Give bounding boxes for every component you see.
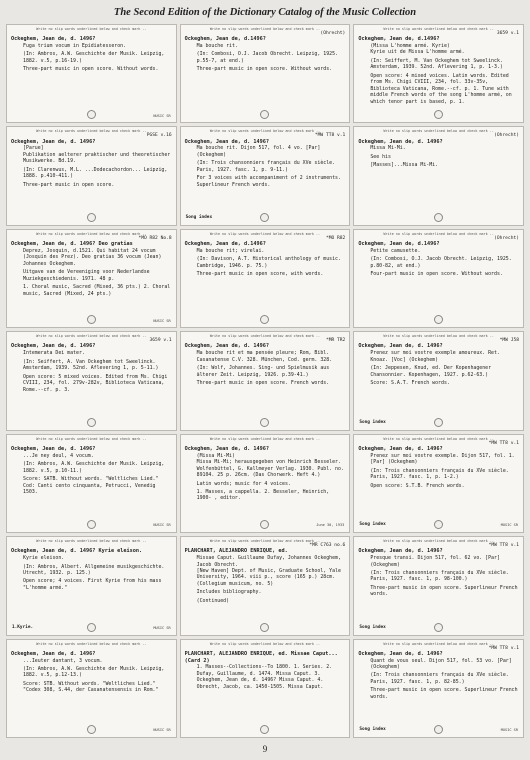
card-reference: Uitgave van de Vereeniging voor Nederlandse Muziekgeschiedenis. 1971. 48 p. <box>23 269 150 282</box>
catalog-card <box>6 126 177 225</box>
card-notes: Three-part music in open score. French words. <box>196 380 330 387</box>
card-stamp: Write no slip words underlined below and check mark -- <box>209 231 321 236</box>
catalog-card <box>180 536 351 635</box>
card-code: NUSIC SR <box>153 523 171 528</box>
card-notes: Score: SATB. Without words. "Weltliches Lied." Cod: Canti cento cinquanta, Petrucci, Venedig 1503. <box>23 476 159 495</box>
card-title: ...Ieuter dantant, 3 vocum. <box>23 657 103 664</box>
card-notes: 1. Masses, a cappella. 2. Besseler, Heinrich, 1900- , editor. <box>196 488 330 502</box>
catalog-card <box>6 639 177 738</box>
card-reference: Includes bibliography. <box>196 589 262 596</box>
punch-hole <box>434 315 443 324</box>
card-title: 1. Masses--Collections--To 1800. 1. Series. 2. Dufay, Guillaume, d. 1474. Missa Caput. 3. Ockeghem, Jean de, d. 1496? Missa Caput. 4. Obrecht, Jacob, ca. 1450-1505. Missa Caput. <box>196 664 333 690</box>
card-notes: Three-part music in open score. Superlineur French words. <box>370 687 518 700</box>
card-reference: (In: Ambros, A.W. Geschichte der Musik. Leipzig, 1882. v.5, p.12-13.) <box>23 665 165 679</box>
card-notes: Three-part music in open score. Without words. <box>23 66 159 73</box>
card-stamp: Write no slip words underlined below and check mark -- <box>209 27 321 31</box>
card-code: MUSIC SR <box>500 523 518 528</box>
card-title: Quant de vous seul. Dijon 517, fol. 53 vo. [Par] (Ockeghem) <box>370 657 512 670</box>
card-stamp: Write no slip words underlined below and check mark -- <box>209 334 321 339</box>
card-call-number: 3659 v.1 <box>496 31 519 36</box>
card-code: MUSIC SR <box>500 728 518 733</box>
catalog-card <box>6 434 177 533</box>
card-title: Ma bouche rit. Dijon 517, fol. 4 vo. [Par] (Ockeghem) <box>196 145 321 158</box>
card-notes: Open score: S.T.B. French words. <box>370 482 465 489</box>
card-notes: Three-part music in open score. Superlineur French words. <box>370 584 518 598</box>
card-heading: Ockeghem, Jean de, d.1496? <box>358 36 440 43</box>
card-code: June 30, 1933 <box>316 523 345 528</box>
catalog-card <box>6 536 177 635</box>
card-heading: Ockeghem, Jean de, d. 1496? <box>358 548 443 555</box>
card-heading: Ockeghem, Jean de, d. 1496? <box>11 343 96 350</box>
catalog-card <box>180 126 351 225</box>
punch-hole <box>260 623 269 632</box>
card-song-index: Song index <box>359 727 386 733</box>
card-heading: Ockeghem, Jean de, d.1496? <box>358 240 440 247</box>
card-notes: For 3 voices with accompaniment of 2 instruments. Superlineur French words. <box>196 175 341 188</box>
card-notes: Open score: 5 mixed voices. Edited from Ms. Chigi CVIII, 234, fol. 279v-282v, Biblioteca Vaticana, Rome.--cf. p. 3. <box>23 373 168 393</box>
card-title: Prenez sur moi vostre exemple amoureux. Ret. Knoaz. [Voc] (Ockeghem) <box>370 350 500 363</box>
card-reference: (In: Trois chansonniers français du XVe siècle. Paris, 1927. fasc. 1, p. 82-85.) <box>370 672 509 685</box>
card-reference: (In: Davison, A.T. Historical anthology of music. Cambridge, 1946. p. 75.) <box>196 256 341 269</box>
punch-hole <box>87 110 96 119</box>
punch-hole <box>434 418 443 427</box>
card-title: Deprez, Josquin, d.1521. Qui habitat 24 vocum (Josquin des Prez). Deo gratias 36 vocum (Jean) Johannes Ockeghem. <box>23 247 162 267</box>
punch-hole <box>434 725 443 734</box>
card-heading: Ockeghem, Jean de, d. 1496? <box>358 138 443 145</box>
card-heading: Ockeghem, Jean de, d. 1496? Deo gratias <box>11 240 133 247</box>
card-call-number: *MW TT8 v.1 <box>488 543 519 549</box>
catalog-card-grid <box>6 24 524 738</box>
catalog-card <box>180 229 351 328</box>
card-reference: (In: Seiffert, M. Van Ockeghem tot Sweelinck. Amsterdam, 1939. 52nd. Aflevering 1, p. 1-3.) <box>370 57 503 71</box>
catalog-card <box>180 434 351 533</box>
card-notes: Four-part music in open score. Without words. <box>370 271 503 278</box>
card-uniform-title: [Parue] <box>23 145 44 152</box>
catalog-card <box>353 639 524 738</box>
card-stamp: Write no slip words underlined below and check mark -- <box>383 129 494 134</box>
card-heading: Ockeghem, Jean de, d. 1496? <box>358 650 443 657</box>
catalog-card <box>353 229 524 328</box>
card-call-number: (Ohrecht) <box>494 133 519 139</box>
catalog-card <box>353 331 524 430</box>
card-call-number: *MW J58 <box>499 338 519 344</box>
card-heading: Ockeghem, Jean de, d.1496? <box>184 36 266 43</box>
page-title: The Second Edition of the Dictionary Catalog of the Music Collection <box>113 7 417 18</box>
punch-hole <box>434 623 443 632</box>
punch-hole <box>87 520 96 529</box>
card-call-number: (Ohrecht) <box>320 31 346 36</box>
card-heading: Ockeghem, Jean de, d. 1496? <box>358 445 443 452</box>
card-notes: Open score: 4 mixed voices. Latin words. Edited from Ms. Chigi CVIII, 234, fol. 33v-35v, Biblioteca Vaticana, Rome.--cf. p. 1. Tune with middle French words of the song L'homme armé, on which tenor part is based, p. 1. <box>370 72 512 105</box>
card-stamp: Write no slip words underlined below and check mark -- <box>209 129 321 134</box>
card-stamp: Write no slip words underlined below and check mark -- <box>36 436 147 441</box>
card-reference: (In: Jeppesen, Knud, ed. Der Kopenhagener Chansonnier. Kopenhagen, 1927. p.62-63.) <box>370 365 492 378</box>
punch-hole <box>260 520 269 529</box>
card-stamp: Write no slip words underlined below and check mark -- <box>36 231 147 236</box>
punch-hole <box>87 315 96 324</box>
card-title: [New Haven] Dept. of Music, Graduate School, Yale University, 1964. viii p., score (165 p.) 28cm. (Collegium musicum, no. 5) <box>196 568 341 587</box>
card-reference: (In: Clarenwus, M.L. ...Dodecachordon... Leipzig, 1888. p.410-411.) <box>23 166 168 180</box>
card-title: Publikation aelterer praktischer und theoretischer Musikwerke. Bd.19. <box>23 151 171 165</box>
card-heading: Ockeghem, Jean de, d. 1496? <box>11 445 96 452</box>
card-stamp: Write no slip words underlined below and check mark -- <box>383 436 494 441</box>
card-stamp: Write no slip words underlined below and check mark -- <box>36 334 147 339</box>
catalog-card <box>353 536 524 635</box>
page-number: 9 <box>262 744 268 754</box>
card-song-index: Song index <box>359 419 386 425</box>
card-reference: (In: Seiffert, A. Van Ockeghem tot Sweelinck. Amsterdam, 1939. 52nd. Aflevering 1, p. 5-11.) <box>23 358 159 372</box>
card-uniform-title: (Missa Mi-Mi) <box>196 452 235 459</box>
card-reference: (In: Trois chansonniers français du XVe siècle. Paris, 1927. fasc. 1, p. 1-2.) <box>370 467 509 481</box>
card-song-index: Song index <box>359 624 386 630</box>
card-stamp: Write no slip words underlined below and check mark -- <box>383 231 494 236</box>
card-reference: (In: Ambros, A.W. Geschichte der Musik. Leipzig, 1882. v.5, p.10-11.) <box>23 461 165 474</box>
card-call-number: 3659 v.1 <box>149 338 172 344</box>
catalog-card <box>6 229 177 328</box>
card-notes: Open score; 4 voices. First Kyrie from his mass "L'homme armé." <box>23 578 162 591</box>
card-title: Missa Mi-Mi; herausgegeben von Heinrich Besseler. Wolfenbüttel, G. Kallmeyer Verlag. 1930. Publ. no. 89104. 25 p. 26cm. (Das Chorwerk. Heft 4.) <box>196 459 344 479</box>
card-title: Missa Mi-Mi. <box>370 145 406 152</box>
card-call-number: (Ohrecht) <box>494 235 519 241</box>
card-reference: (In: Wolf, Johannes. Sing- und Spielmusik aus älterer Zeit. Leipzig, 1926. p.39-41.) <box>196 365 330 378</box>
card-stamp: Write no slip words underlined below and check mark -- <box>383 641 494 646</box>
card-stamp: Write no slip words underlined below and check mark -- <box>36 539 147 544</box>
punch-hole <box>434 520 443 529</box>
card-reference: (In: Ambros, A.W. Geschichte der Musik. Leipzig, 1882. v.5, p.16-19.) <box>23 51 165 64</box>
card-song-index: Song index <box>185 215 213 221</box>
card-heading: Ockeghem, Jean de, d. 1496? <box>184 343 269 350</box>
card-title: Ma bouche rit. <box>196 42 238 49</box>
card-stamp: Write no slip words underlined below and check mark -- <box>209 436 321 441</box>
punch-hole <box>260 213 269 222</box>
card-reference: (In: Trois chansonniers français du XVe siècle. Paris, 1927. fasc. 1, p. 9-11.) <box>196 160 336 173</box>
card-notes: (Continued) <box>196 597 230 604</box>
punch-hole <box>260 110 269 119</box>
card-code: NUSIC SR <box>153 318 171 323</box>
card-title: Fuga trium vocum in Epidiatesseron. <box>23 42 127 49</box>
card-reference: (In: Combosi, O.J. Jacob Obrecht. Leipzig, 1925. p.80-82, at end.) <box>370 256 512 269</box>
card-heading: Ockeghem, Jean de, d. 1496? <box>184 138 269 145</box>
card-heading: Ockeghem, Jean de, d. 1496? <box>358 343 443 350</box>
card-code: MUSIC SR <box>153 625 171 630</box>
card-title: Kyrie uit de Missa L'homme armé. <box>370 49 465 56</box>
catalog-card <box>353 24 524 123</box>
card-notes: Three-part music in open score, with words. <box>196 271 324 278</box>
card-call-number: *MW TT8 v.1 <box>488 440 519 446</box>
card-song-index: Song index <box>359 522 386 528</box>
card-call-number: *MR TR2 <box>325 338 346 344</box>
card-reference: Latin words; music for 4 voices. <box>196 480 291 487</box>
card-call-number: *MO R82 <box>325 235 346 241</box>
card-heading: PLANCHART, ALEJANDRO ENRIQUE, ed. <box>184 548 288 555</box>
card-heading: Ockeghem, Jean de, d. 1496? Kyrie eleison. <box>11 548 143 555</box>
card-title: Kyrie eleison. <box>23 555 65 562</box>
card-heading: Ockeghem, Jean de, d. 1496? <box>11 36 96 43</box>
catalog-card <box>6 331 177 430</box>
card-uniform-title: (Missa L'homme armé. Kyrie) <box>370 42 450 49</box>
card-heading: Ockeghem, Jean de, d. 1496? <box>11 138 96 145</box>
card-stamp: Write no slip words underlined below and check mark -- <box>383 334 494 339</box>
card-uniform-title: Missae Caput. Guillaume Dufay, Johannes Ockeghem, Jacob Obrecht. <box>196 555 341 568</box>
card-title: Ma bouche rit et ma pensée pleure; Rom, Bibl. Casanatense C.V. 328. München, Cod. germ. 328. <box>196 350 333 363</box>
card-call-number: *MW TT8 v.1 <box>488 645 519 651</box>
punch-hole <box>434 110 443 119</box>
card-stamp: Write no slip words underlined below and check mark -- <box>383 539 494 544</box>
card-heading: Ockeghem, Jean de, d. 1496? <box>11 650 96 657</box>
card-code: NUSIC SR <box>153 728 171 733</box>
card-title: Petite camusette. <box>370 247 421 254</box>
punch-hole <box>87 725 96 734</box>
punch-hole <box>260 315 269 324</box>
card-call-number: PGSE v.16 <box>146 133 172 139</box>
card-title: Ma bouche rit; virelai. <box>196 247 265 254</box>
catalog-card <box>353 434 524 533</box>
card-title: Presque transi. Dijon 517, fol. 62 vo. [Par] (Ockeghem) <box>370 555 500 568</box>
card-stamp: Write no slip words underlined below and check mark -- <box>36 27 147 31</box>
card-title: Intemerata Dei mater. <box>23 350 85 357</box>
punch-hole <box>260 418 269 427</box>
catalog-card <box>6 24 177 123</box>
card-heading: Ockeghem, Jean de, d.1496? <box>184 240 266 247</box>
card-code: NUSIC SR <box>153 113 171 118</box>
card-notes: Three-part music in open score. <box>23 181 115 188</box>
card-stamp: Write no slip words underlined below and check mark -- <box>383 27 494 31</box>
punch-hole <box>87 623 96 632</box>
catalog-card <box>353 126 524 225</box>
catalog-card <box>180 639 351 738</box>
card-call-number: *MW TT8 v.1 <box>314 133 346 139</box>
card-title: ...Je ney deul, 4 vocum. <box>23 452 94 459</box>
catalog-card <box>180 24 351 123</box>
card-notes: Score: STB. Without words. "Weltliches Lied." "Codex 308, S.44, der Casanatensensis in Rom." <box>23 680 159 694</box>
card-stamp: Write no slip words underlined below and check mark -- <box>36 129 147 134</box>
card-reference: (In: Trois chansonniers français du XVe siècle. Paris, 1927. fasc. 1, p. 98-100.) <box>370 570 509 583</box>
card-heading: PLANCHART, ALEJANDRO ENRIQUE, ed. Missae Caput... (Card 2) <box>184 650 338 664</box>
card-reference: See his <box>370 153 391 160</box>
card-reference: (In: Combosi, O.J. Jacob Obrecht. Leipzig, 1925. p.55-7, at end.) <box>196 51 338 64</box>
card-notes: 1. Choral music, Sacred (Mixed, 36 pts.) 2. Choral music, Sacred (Mixed, 24 pts.) <box>23 284 171 297</box>
card-heading: Ockeghem, Jean de, d. 1496? <box>184 445 269 452</box>
card-notes: [Masses]...Missa Mi-Mi. <box>370 162 439 169</box>
punch-hole <box>87 213 96 222</box>
card-call-number: *MR C763 no.6 <box>309 543 346 549</box>
card-stamp: Write no slip words underlined below and check mark -- <box>209 641 321 646</box>
card-reference: (In: Ambros, Albert. Allgemeine musikgeschichte. Utrecht, 1932. p. 125.) <box>23 563 165 577</box>
punch-hole <box>87 418 96 427</box>
punch-hole <box>260 725 269 734</box>
card-notes: Score: S.A.T. French words. <box>370 380 450 387</box>
punch-hole <box>434 213 443 222</box>
card-song-index: 1.Kyrie. <box>12 624 34 630</box>
card-stamp: Write no slip words underlined below and check mark -- <box>209 539 321 544</box>
catalog-card <box>180 331 351 430</box>
card-notes: Three-part music in open score. Without words. <box>196 66 333 73</box>
card-call-number: *MO R82 No.8 <box>138 235 172 241</box>
card-title: Prenez sur moi vostre exemple. Dijon 517, fol. 1. [Par] (Ockeghem) <box>370 452 515 466</box>
card-stamp: Write no slip words underlined below and check mark -- <box>36 641 147 646</box>
